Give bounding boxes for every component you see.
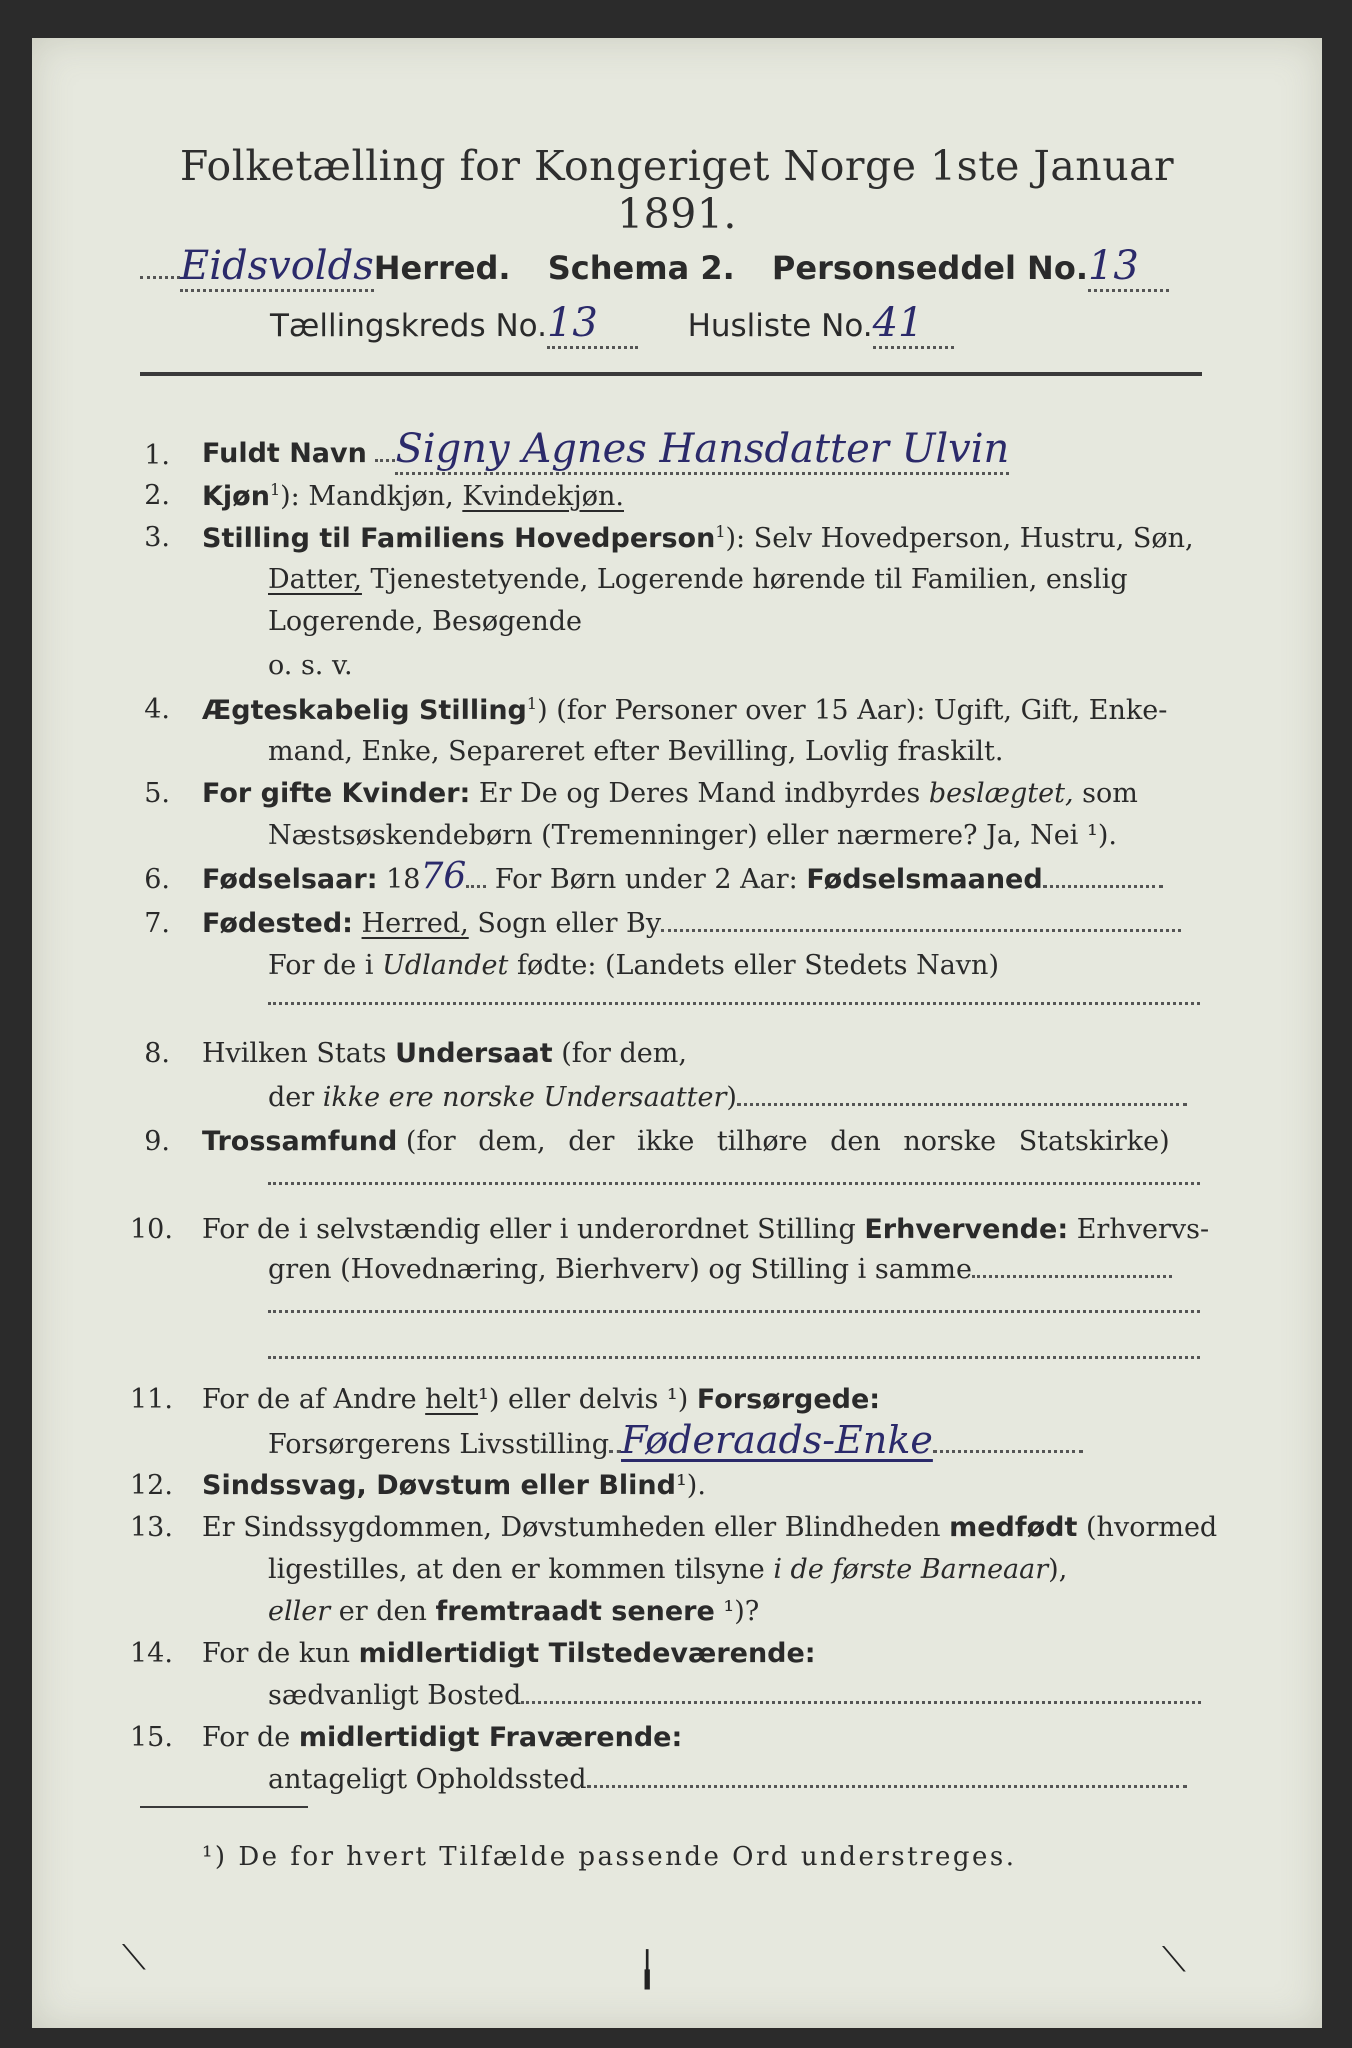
supported-selected: helt	[425, 1384, 479, 1415]
husliste-label: Husliste No.	[687, 308, 873, 344]
header-divider	[140, 372, 1202, 376]
taellingskreds-line	[270, 300, 954, 346]
item-number: 4.	[144, 694, 170, 725]
religion-fill-line	[268, 1182, 1200, 1185]
census-form	[32, 38, 1322, 2028]
full-name-label: Fuldt Navn	[202, 438, 367, 469]
item-number: 6.	[144, 864, 170, 895]
family-position-selected: Datter,	[268, 564, 362, 595]
item-family-position: Stilling til Familiens Hovedperson$^1$): Selv Hovedperson, Hustru, Søn,	[202, 522, 1194, 554]
item-number: 12.	[130, 1470, 173, 1501]
birthplace-line2: For de i Udlandet fødte: (Landets eller Stedets Navn)	[268, 950, 999, 981]
item-number: 2.	[144, 480, 170, 511]
item-number: 7.	[144, 908, 170, 939]
family-position-line2: Datter, Tjenestetyende, Logerende hørende til Familien, enslig	[268, 564, 1128, 595]
birthplace-fill-line	[268, 1002, 1200, 1005]
ink-mark: ⟍	[1162, 1940, 1186, 1980]
item-marital-status: Ægteskabelig Stilling$^1$) (for Personer over 15 Aar): Ugift, Gift, Enke-	[202, 694, 1168, 726]
personseddel-label: Personseddel No.	[771, 249, 1088, 287]
occupation-line2: gren (Hovednæring, Bierhverv) og Stilling i samme	[268, 1254, 1172, 1285]
item-married-women: For gifte Kvinder: Er De og Deres Mand indbyrdes beslægtet, som	[202, 778, 1138, 809]
married-women-line2: Næstsøskendebørn (Tremenninger) eller nærmere? Ja, Nei ¹).	[268, 820, 1117, 851]
husliste-value: 41	[873, 300, 954, 349]
item-number: 13.	[130, 1512, 173, 1543]
taellingskreds-value: 13	[547, 300, 638, 349]
herred-label: Herred.	[373, 249, 511, 287]
marital-status-line2: mand, Enke, Separeret efter Bevilling, Lovlig fraskilt.	[268, 736, 1004, 767]
item-gender: Kjøn$^1$): Mandkjøn, Kvindekjøn.	[202, 480, 624, 512]
usual-residence-line: sædvanligt Bosted	[268, 1680, 1201, 1711]
footnote-divider	[140, 1806, 308, 1808]
occupation-fill-line-2	[268, 1356, 1200, 1359]
item-birth-year: Fødselsaar: 1876 For Børn under 2 Aar: Fødselsmaaned	[202, 856, 1163, 897]
item-number: 9.	[144, 1126, 170, 1157]
item-birthplace: Fødested: Herred, Sogn eller By	[202, 908, 1181, 939]
occupation-fill-line-1	[268, 1310, 1200, 1313]
family-position-line3: Logerende, Besøgende	[268, 606, 582, 637]
item-religion: Trossamfund (for dem, der ikke tilhøre den norske Statskirke)	[202, 1126, 1170, 1157]
birthplace-selected: Herred,	[361, 908, 469, 939]
item-full-name	[202, 426, 1009, 472]
citizenship-line2: der ikke ere norske Undersaatter)	[268, 1082, 1187, 1113]
item-number: 15.	[130, 1722, 173, 1753]
footnote: ¹) De for hvert Tilfælde passende Ord understreges.	[202, 1842, 1017, 1872]
item-disability: Sindssvag, Døvstum eller Blind¹).	[202, 1470, 706, 1501]
gender-selected: Kvindekjøn.	[462, 481, 624, 512]
probable-residence-line: antageligt Opholdssted	[268, 1764, 1187, 1795]
personseddel-value: 13	[1088, 243, 1169, 292]
item-temporarily-present: For de kun midlertidigt Tilstedeværende:	[202, 1638, 816, 1669]
item-disability-onset: Er Sindssygdommen, Døvstumheden eller Blindheden medfødt (hvormed	[202, 1512, 1218, 1543]
supporter-occupation-value: Føderaads-Enke	[621, 1418, 933, 1462]
full-name-value: Signy Agnes Hansdatter Ulvin	[395, 426, 1009, 475]
item-temporarily-absent: For de midlertidigt Fraværende:	[202, 1722, 683, 1753]
disability-onset-line2: ligestilles, at den er kommen tilsyne i de første Barneaar),	[268, 1554, 1068, 1585]
item-number: 8.	[144, 1038, 170, 1069]
item-citizenship: Hvilken Stats Undersaat (for dem,	[202, 1038, 687, 1069]
item-supported: For de af Andre helt¹) eller delvis ¹) Forsørgede:	[202, 1384, 881, 1415]
ink-mark: ╽	[637, 1950, 658, 1990]
item-number: 10.	[130, 1214, 173, 1245]
item-number: 1.	[144, 440, 170, 471]
item-number: 11.	[130, 1384, 173, 1415]
birth-year-value: 76	[420, 856, 467, 897]
ink-mark: ⟍	[122, 1938, 146, 1978]
item-number: 5.	[144, 778, 170, 809]
form-title: Folketælling for Kongeriget Norge 1ste Januar 1891.	[179, 142, 1175, 238]
disability-onset-line3: eller er den fremtraadt senere ¹)?	[268, 1596, 760, 1627]
item-number: 14.	[130, 1638, 173, 1669]
supporter-line: Forsørgerens Livsstilling Føderaads-Enke	[268, 1418, 1083, 1462]
schema-label: Schema 2.	[547, 249, 735, 287]
taellingskreds-label: Tællingskreds No.	[270, 308, 547, 344]
family-position-line4: o. s. v.	[268, 650, 353, 681]
item-number: 3.	[144, 522, 170, 553]
herred-line	[140, 243, 1200, 293]
item-occupation: For de i selvstændig eller i underordnet Stilling Erhvervende: Erhvervs-	[202, 1214, 1210, 1245]
herred-value: Eidsvolds	[180, 243, 374, 292]
